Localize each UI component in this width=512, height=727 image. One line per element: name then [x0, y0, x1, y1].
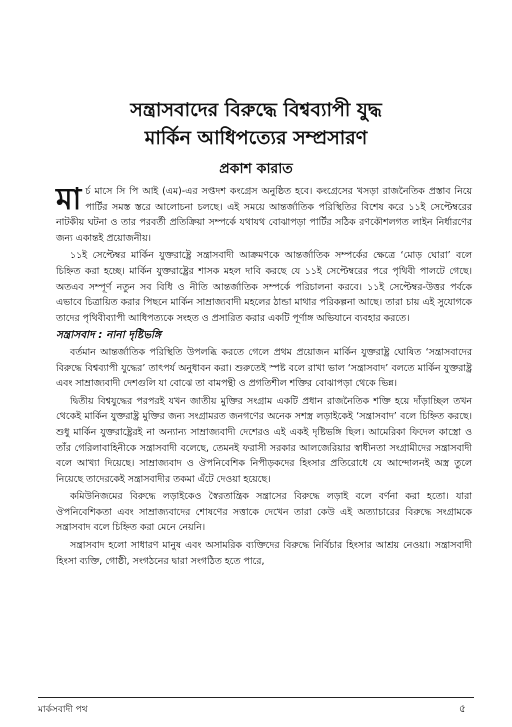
article-author: প্রকাশ কারাত	[219, 161, 293, 177]
paragraph-4: দ্বিতীয় বিশ্বযুদ্ধের পরপরই যখন জাতীয় মুক্তির সংগ্রাম একটি প্রধান রাজনৈতিক শক্তি হয়ে দাঁড়াচ্ছিল তখন থেকেই মার্কিন যুক্তরাষ্ট্র মুক্তির জন্য সংগ্রামরত জনগণের অনেক সশস্ত্র লড়াইকেই ‘সন্ত্রাসবাদ’ বলে চিহ্নিত করছে। শুধু মার্কিন যুক্তরাষ্ট্রেরই না অন্যান্য সাম্রাজ্যবাদী দেশেরও এই একই দৃষ্টিভঙ্গি ছিল। আমেরিকা ফিদেল কাস্ত্রো ও তাঁর গেরিলাবাহিনীকে সন্ত্রাসবাদী বলেছে, তেমনই ফরাসী সরকার আলজেরিয়ার স্বাধীনতা সংগ্রামীদের সন্ত্রাসবাদী বলে আখ্যা দিয়েছে। সাম্রাজ্যবাদ ও ঔপনিবেশিক নিপীড়কদের হিংসার প্রতিরোধে যে আন্দোলনই অস্ত্র তুলে নিয়েছে তাদেরকেই সন্ত্রাসবাদীর তকমা এঁটে দেওয়া হয়েছে।	[56, 395, 472, 485]
article-title-line2: মার্কিন আধিপত্যের সম্প্রসারণ	[144, 127, 368, 149]
footer-divider	[38, 697, 474, 698]
paragraph-1	[56, 184, 472, 246]
footer-journal-name: মার্কসবাদী পথ	[38, 705, 88, 715]
article-body	[56, 184, 472, 571]
paragraph-2: ১১ই সেপ্টেম্বর মার্কিন যুক্তরাষ্ট্রে সন্ত্রাসবাদী আক্রমণকে আন্তর্জাতিক সম্পর্কের ক্ষেত্রে ‘মোড় ঘোরা’ বলে চিহ্নিত করা হচ্ছে। মার্কিন যুক্তরাষ্ট্রের শাসক মহল দাবি করছে যে ১১ই সেপ্টেম্বরের পরে পৃথিবী পালটে গেছে। অতএব সম্পূর্ণ নতুন সব বিধি ও নীতি আন্তর্জাতিক সম্পর্কে পরিচালনা করবে। ১১ই সেপ্টেম্বর-উত্তর পর্বকে এভাবে চিত্রায়িত করার পিছনে মার্কিন সাম্রাজ্যবাদী মহলের ঠান্ডা মাথার পরিকল্পনা আছে। তারা চায় এই সুযোগকে তাদের পৃথিবীব্যাপী আধিপত্যকে সংহত ও প্রসারিত করার একটি পূর্ণাঙ্গ অভিযানে ব্যবহার করতে।	[56, 250, 472, 324]
paragraph-6: সন্ত্রাসবাদ হলো সাধারণ মানুষ এবং অসামরিক ব্যক্তিদের বিরুদ্ধে নির্বিচার হিংসার আশ্রয় নেওয়া। সন্ত্রাসবাদী হিংসা ব্যক্তি, গোষ্ঠী, সংগঠনের দ্বারা সংগঠিত হতে পারে,	[56, 540, 472, 567]
drop-cap: মা	[56, 182, 82, 217]
section-subheading: সন্ত্রাসবাদ : নানা দৃষ্টিভঙ্গি	[56, 329, 162, 342]
paragraph-1-text: র্চ মাসে সি পি আই (এম)-এর সপ্তদশ কংগ্রেস অনুষ্ঠিত হবে। কংগ্রেসের খসড়া রাজনৈতিক প্রস্তাব নিয়ে পার্টির সমস্ত স্তরে আলোচনা চলছে। এই সময়ে আন্তর্জাতিক পরিস্থিতির বিশেষ করে ১১ই সেপ্টেম্বরের নাটকীয় ঘটনা ও তার পরবর্তী প্রতিক্রিয়া সম্পর্কে যথাযথ বোঝাপড়া পার্টির সঠিক রণকৌশলগত লাইন নির্ধারণের জন্য একান্তই প্রয়োজনীয়।	[56, 186, 472, 244]
article-title-line1: সন্ত্রাসবাদের বিরুদ্ধে বিশ্বব্যাপী যুদ্ধ	[130, 99, 382, 121]
footer-page-number: ৫	[458, 702, 466, 715]
paragraph-3: বর্তমান আন্তর্জাতিক পরিস্থিতি উপলব্ধি করতে গেলে প্রথম প্রয়োজন মার্কিন যুক্তরাষ্ট্র ঘোষিত ‘সন্ত্রাসবাদের বিরুদ্ধে বিশ্বব্যাপী যুদ্ধের’ তাৎপর্য অনুধাবন করা। শুরুতেই স্পষ্ট বলে রাখা ভাল ‘সন্ত্রাসবাদ’ বলতে মার্কিন যুক্তরাষ্ট্র এবং সাম্রাজ্যবাদী দেশগুলি যা বোঝে তা বামপন্থী ও প্রগতিশীল শক্তির বোঝাপড়া থেকে ভিন্ন।	[56, 346, 472, 390]
paragraph-5: কমিউনিজমের বিরুদ্ধে লড়াইকেও স্বৈরতান্ত্রিক সন্ত্রাসের বিরুদ্ধে লড়াই বলে বর্ণনা করা হতো। যারা ঔপনিবেশিকতা এবং সাম্রাজ্যবাদের শোষণের সত্তাকে দেখেন তারা কেউ এই অত্যাচারের বিরুদ্ধে সংগ্রামকে সন্ত্রাসবাদ বলে চিহ্নিত করা মেনে নেয়নি।	[56, 491, 472, 534]
